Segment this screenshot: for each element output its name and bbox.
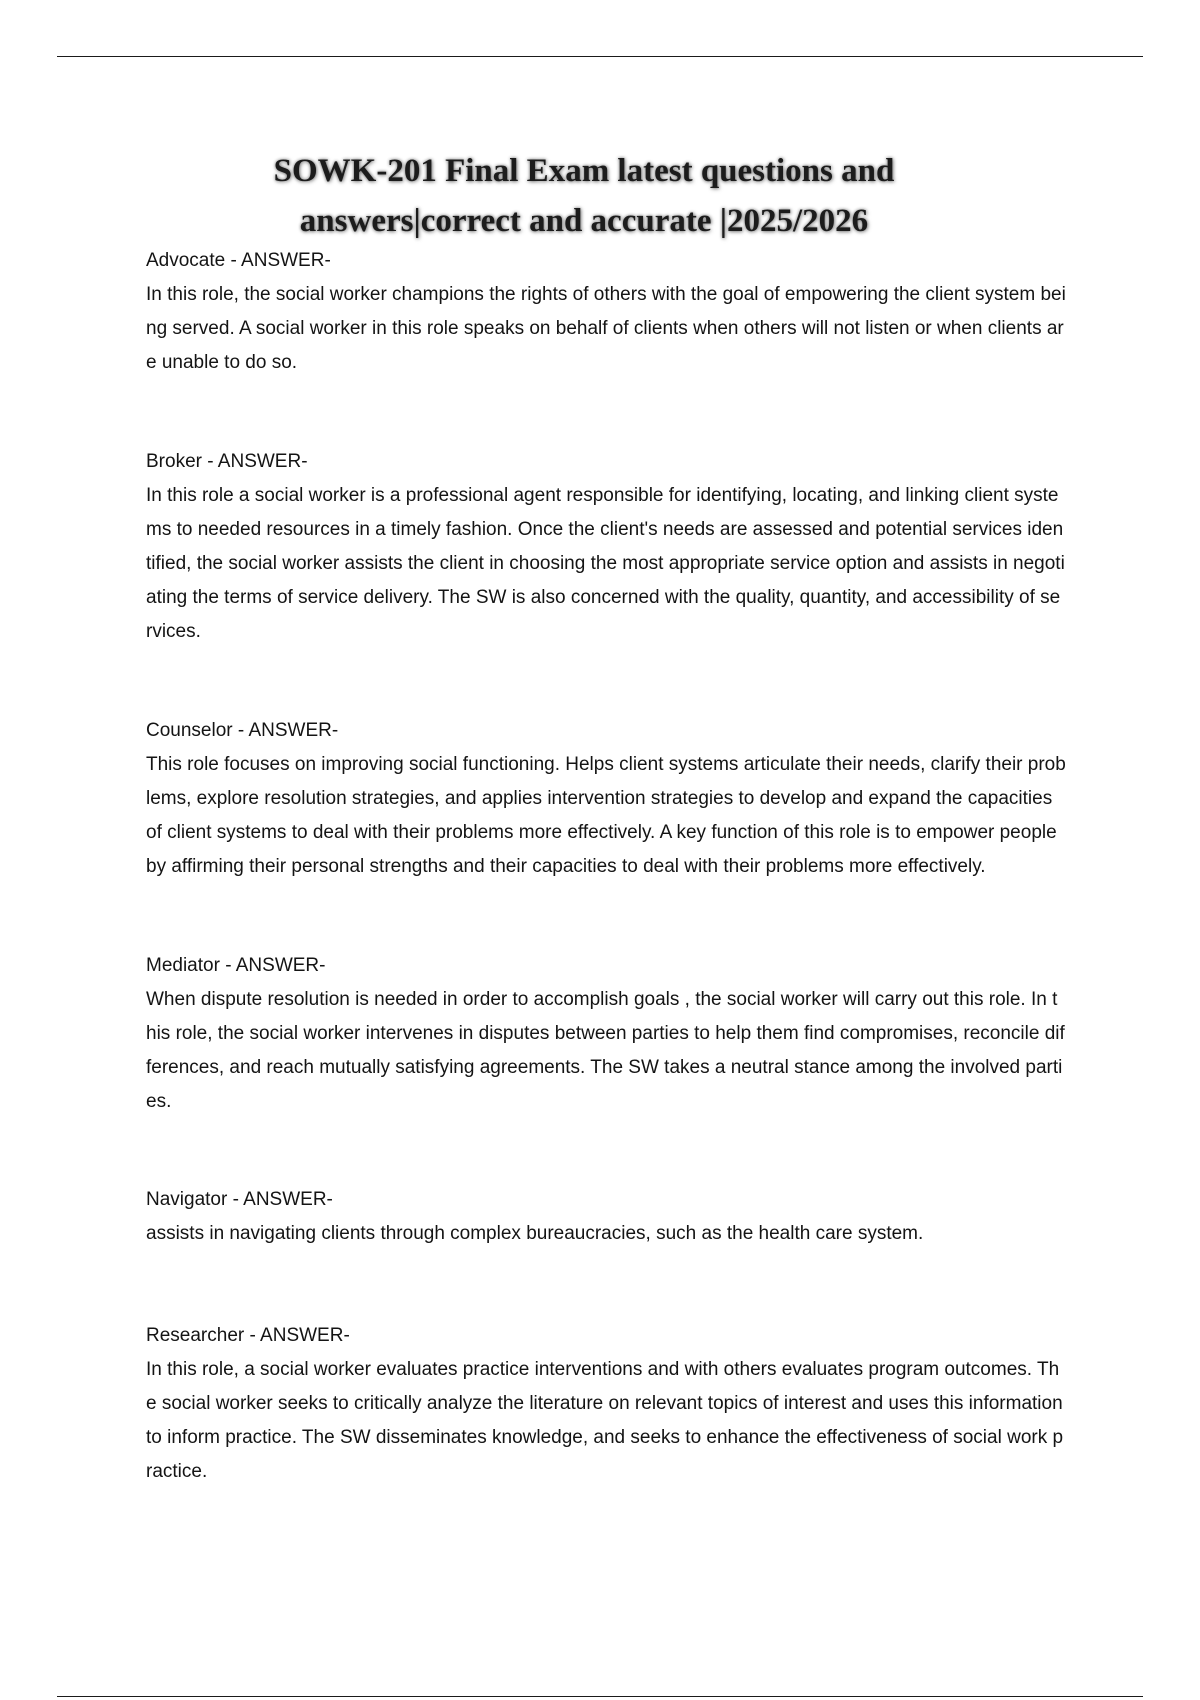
entry-definition: This role focuses on improving social functioning. Helps client systems articulate their needs, clarify their problems, explore resolution strategies, and applies intervention strategies to develop and expand the capacities of client systems to deal with their problems more effectively. A key function of this role is to empower people by affirming their personal strengths and their capacities to deal with their problems more effectively. xyxy=(146,754,1066,877)
entry-term: Broker - ANSWER- xyxy=(146,451,308,472)
entry-term: Researcher - ANSWER- xyxy=(146,1325,350,1346)
entry-definition: In this role a social worker is a professional agent responsible for identifying, locating, and linking client systems to needed resources in a timely fashion. Once the client's needs are assessed and potential services identified, the social worker assists the client in choosing the most appropriate service option and assists in negotiating the terms of service delivery. The SW is also concerned with the quality, quantity, and accessibility of services. xyxy=(146,485,1065,642)
entry-counselor xyxy=(146,714,1066,884)
entry-advocate xyxy=(146,244,1066,380)
document-title xyxy=(120,146,1048,246)
entry-broker xyxy=(146,445,1066,649)
entry-navigator xyxy=(146,1183,1066,1251)
document-body xyxy=(146,244,1066,1489)
bottom-divider xyxy=(57,1696,1143,1697)
entry-mediator xyxy=(146,949,1066,1119)
entry-definition: assists in navigating clients through complex bureaucracies, such as the health care system. xyxy=(146,1223,924,1244)
document-title-line-1: SOWK-201 Final Exam latest questions and xyxy=(273,153,895,189)
entry-term: Navigator - ANSWER- xyxy=(146,1189,333,1210)
entry-definition: In this role, a social worker evaluates practice interventions and with others evaluates program outcomes. The social worker seeks to critically analyze the literature on relevant topics of interest and uses this information to inform practice. The SW disseminates knowledge, and seeks to enhance the effectiveness of social work practice. xyxy=(146,1359,1064,1482)
document-title-line-2: answers|correct and accurate |2025/2026 xyxy=(299,203,869,239)
entry-definition: When dispute resolution is needed in order to accomplish goals , the social worker will carry out this role. In this role, the social worker intervenes in disputes between parties to help them find compromises, reconcile differences, and reach mutually satisfying agreements. The SW takes a neutral stance among the involved parties. xyxy=(146,989,1065,1112)
top-divider xyxy=(57,56,1143,57)
entry-researcher xyxy=(146,1319,1066,1489)
entry-term: Counselor - ANSWER- xyxy=(146,720,339,741)
entry-term: Advocate - ANSWER- xyxy=(146,250,331,271)
entry-term: Mediator - ANSWER- xyxy=(146,955,326,976)
entry-definition: In this role, the social worker champions the rights of others with the goal of empowering the client system being served. A social worker in this role speaks on behalf of clients when others will not listen or when clients are unable to do so. xyxy=(146,284,1066,373)
